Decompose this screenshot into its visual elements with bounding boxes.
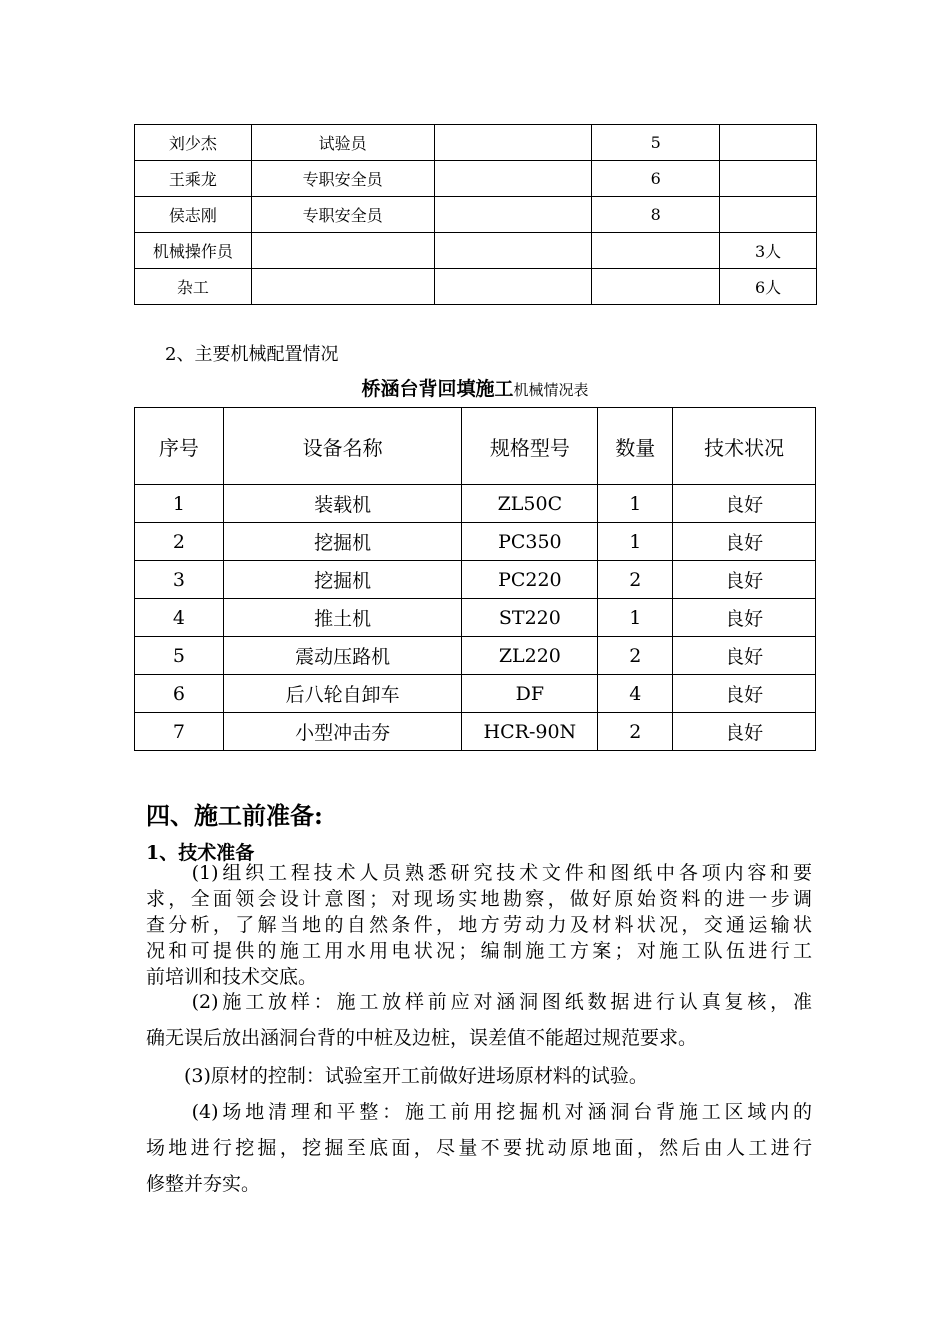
staff-table-row [135,233,817,269]
machine-table-cell: 装载机 [223,485,462,523]
machine-table-cell: HCR-90N [462,713,598,751]
machine-table-cell: 1 [598,523,673,561]
staff-table-cell: 侯志刚 [135,197,252,233]
paragraph-4 [146,1094,812,1202]
table-caption-main: 桥涵台背回填施工 [361,378,514,400]
staff-table-cell [720,161,817,197]
machine-table-cell: ZL220 [462,637,598,675]
section-title: 四、施工前准备: [146,801,323,830]
paragraph-line: 查分析，了解当地的自然条件，地方劳动力及材料状况，交通运输状 [146,914,812,936]
staff-table [134,124,817,305]
paragraph-line: 确无误后放出涵洞台背的中桩及边桩，误差值不能超过规范要求。 [146,1027,698,1049]
machine-table-row [135,599,816,637]
staff-table-cell [434,161,592,197]
machine-table-cell: 3 [135,561,224,599]
staff-table-row [135,269,817,305]
staff-table-row [135,161,817,197]
machine-table-cell: 1 [598,485,673,523]
machine-table-header-row [135,408,816,485]
machine-table-cell: ST220 [462,599,598,637]
staff-table-cell: 5 [592,125,720,161]
staff-table-cell [434,197,592,233]
subsection-title: 1、技术准备 [146,842,255,864]
machine-table-cell: PC220 [462,561,598,599]
staff-table-cell [251,269,434,305]
machine-table-row [135,523,816,561]
staff-table-cell: 专职安全员 [251,197,434,233]
machine-table-row [135,485,816,523]
staff-table-cell [592,233,720,269]
staff-table-cell: 3人 [720,233,817,269]
machine-table-header-cell: 序号 [135,408,224,485]
machine-table-cell: 良好 [673,637,816,675]
table-caption-suffix: 机械情况表 [513,381,589,399]
machine-table-row [135,713,816,751]
machine-table-cell: 2 [598,637,673,675]
staff-table-cell [434,269,592,305]
paragraph-1 [146,860,812,990]
machine-table-cell: 良好 [673,561,816,599]
sub-heading: 2、主要机械配置情况 [165,344,339,365]
paragraph-line: 修整并夯实。 [146,1173,261,1195]
machine-table-cell: 1 [135,485,224,523]
machine-table-cell: 7 [135,713,224,751]
staff-table-cell: 王乘龙 [135,161,252,197]
machine-table-cell: 挖掘机 [223,561,462,599]
staff-table-row [135,125,817,161]
machine-table-cell: 良好 [673,485,816,523]
machine-table-cell: 4 [135,599,224,637]
machine-table-cell: 1 [598,599,673,637]
machine-table-header-cell: 规格型号 [462,408,598,485]
staff-table-cell [720,197,817,233]
machine-table-cell: 5 [135,637,224,675]
table-caption [0,374,950,401]
machine-table-header-cell: 设备名称 [223,408,462,485]
machine-table-cell: 良好 [673,599,816,637]
machine-table-cell: PC350 [462,523,598,561]
machine-table-cell: ZL50C [462,485,598,523]
machine-table-cell: 推土机 [223,599,462,637]
staff-table-cell: 6 [592,161,720,197]
machine-table-row [135,561,816,599]
staff-table-cell [720,125,817,161]
staff-table-cell [251,233,434,269]
staff-table-cell: 机械操作员 [135,233,252,269]
machine-table-cell: 良好 [673,523,816,561]
staff-table-cell: 杂工 [135,269,252,305]
machine-table-row [135,675,816,713]
machine-table-cell: 挖掘机 [223,523,462,561]
machine-table-cell: 6 [135,675,224,713]
paragraph-line: (1)组织工程技术人员熟悉研究技术文件和图纸中各项内容和要 [146,862,812,884]
staff-table-cell: 专职安全员 [251,161,434,197]
machine-table-cell: 良好 [673,713,816,751]
machine-table-header-cell: 技术状况 [673,408,816,485]
machine-table-cell: 良好 [673,675,816,713]
paragraph-line: 前培训和技术交底。 [146,966,318,988]
machine-table-header-cell: 数量 [598,408,673,485]
staff-table-cell: 刘少杰 [135,125,252,161]
paragraph-line: 场地进行挖掘，挖掘至底面，尽量不要扰动原地面，然后由人工进行 [146,1137,812,1159]
paragraph-2 [146,984,812,1056]
staff-table-row [135,197,817,233]
paragraph-3 [146,1058,812,1094]
staff-table-cell: 试验员 [251,125,434,161]
machine-table-cell: 4 [598,675,673,713]
machine-table-row [135,637,816,675]
machine-table-cell: DF [462,675,598,713]
staff-table-cell [434,125,592,161]
machine-table-cell: 小型冲击夯 [223,713,462,751]
machine-table-cell: 2 [135,523,224,561]
paragraph-line: (4)场地清理和平整：施工前用挖掘机对涵洞台背施工区域内的 [146,1101,812,1123]
staff-table-cell: 8 [592,197,720,233]
paragraph-line: 求，全面领会设计意图；对现场实地勘察，做好原始资料的进一步调 [146,888,812,910]
staff-table-cell [592,269,720,305]
paragraph-line: 况和可提供的施工用水用电状况；编制施工方案；对施工队伍进行工 [146,940,812,962]
staff-table-cell: 6人 [720,269,817,305]
machine-table-cell: 震动压路机 [223,637,462,675]
machine-table-cell: 2 [598,561,673,599]
machine-table-cell: 2 [598,713,673,751]
machine-table-cell: 后八轮自卸车 [223,675,462,713]
paragraph-line: (2)施工放样：施工放样前应对涵洞图纸数据进行认真复核，准 [146,991,812,1013]
paragraph-line: (3)原材的控制：试验室开工前做好进场原材料的试验。 [146,1065,648,1087]
staff-table-cell [434,233,592,269]
machine-table [134,407,816,751]
